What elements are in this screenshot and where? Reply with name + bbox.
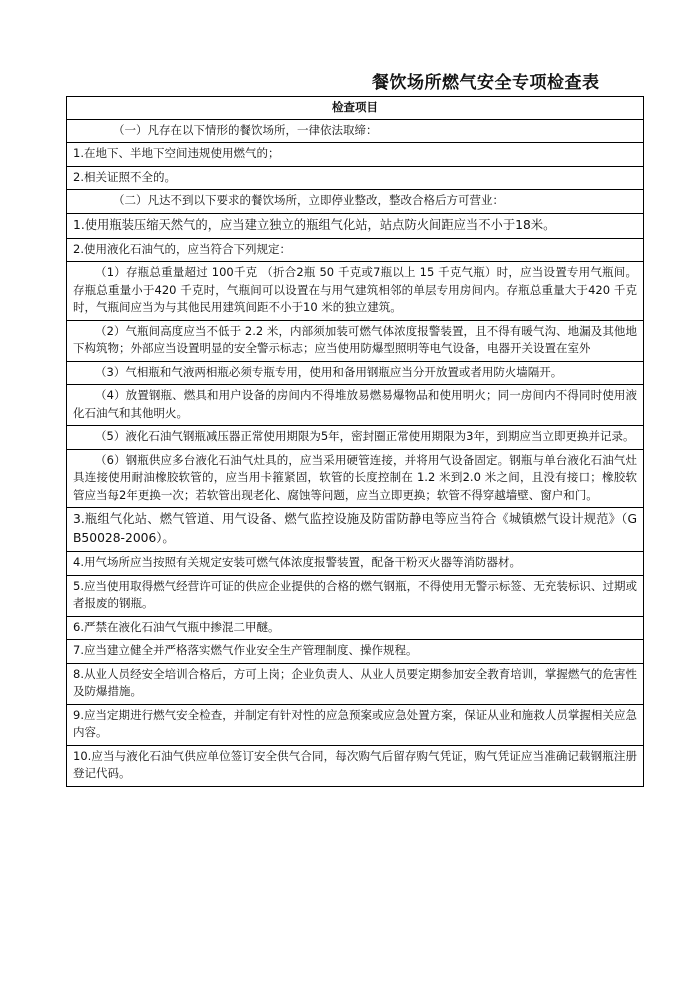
item-2-8: 8.从业人员经安全培训合格后，方可上岗；企业负责人、从业人员要定期参加安全教育培训，掌握燃气的危害性及防爆措施。 [67,663,644,704]
table-row [67,361,644,385]
subitem-2-2-3: （3）气相瓶和气液两相瓶必须专瓶专用，使用和备用钢瓶应当分开放置或者用防火墙隔开。 [67,361,644,385]
table-row [67,508,644,552]
table-row [67,143,644,167]
item-2-7: 7.应当建立健全并严格落实燃气作业安全生产管理制度、操作规程。 [67,640,644,664]
table-row [67,663,644,704]
table-row [67,745,644,786]
item-2-10: 10.应当与液化石油气供应单位签订安全供气合同，每次购气后留存购气凭证，购气凭证应当准确记载钢瓶注册登记代码。 [67,745,644,786]
item-2-4: 4.用气场所应当按照有关规定安装可燃气体浓度报警装置，配备干粉灭火器等消防器材。 [67,552,644,576]
table-row [67,385,644,426]
table-header: 检查项目 [67,97,644,120]
table-row [67,320,644,361]
table-header-row [67,97,644,120]
inspection-table [66,96,644,787]
table-row [67,426,644,450]
table-row [67,575,644,616]
table-row [67,449,644,508]
subitem-2-2-5: （5）液化石油气钢瓶减压器正常使用期限为5年，密封圈正常使用期限为3年，到期应当立即更换并记录。 [67,426,644,450]
table-row [67,640,644,664]
page-title: 餐饮场所燃气安全专项检查表 [372,73,600,93]
table-row [67,704,644,745]
subitem-2-2-4: （4）放置钢瓶、燃具和用户设备的房间内不得堆放易燃易爆物品和使用明火；同一房间内不得同时使用液化石油气和其他明火。 [67,385,644,426]
table-row [67,238,644,262]
item-2-2: 2.使用液化石油气的，应当符合下列规定： [67,238,644,262]
item-2-5: 5.应当使用取得燃气经营许可证的供应企业提供的合格的燃气钢瓶，不得使用无警示标签、无充装标识、过期或者报废的钢瓶。 [67,575,644,616]
item-2-1: 1.使用瓶装压缩天然气的，应当建立独立的瓶组气化站，站点防火间距应当不小于18米。 [67,213,644,238]
table-row [67,262,644,321]
item-2-6: 6.严禁在液化石油气气瓶中掺混二甲醚。 [67,616,644,640]
table-row [67,213,644,238]
item-1-1: 1.在地下、半地下空间违规使用燃气的； [67,143,644,167]
subitem-2-2-6: （6）钢瓶供应多台液化石油气灶具的，应当采用硬管连接，并将用气设备固定。钢瓶与单台液化石油气灶具连接使用耐油橡胶软管的，应当用卡箍紧固，软管的长度控制在 1.2 米到2.0 米之间，且没有接口；橡胶软管应当每2年更换一次；若软管出现老化、腐蚀等问题，应当立即更换；软管不得穿越墙壁、窗户和门。 [67,449,644,508]
item-1-2: 2.相关证照不全的。 [67,166,644,190]
table-row [67,616,644,640]
subitem-2-2-1: （1）存瓶总重量超过 100千克 （折合2瓶 50 千克或7瓶以上 15 千克气瓶）时，应当设置专用气瓶间。存瓶总重量小于420 千克时，气瓶间可以设置在与用气建筑相邻的单层专用房间内。存瓶总重量大于420 千克时，气瓶间应当为与其他民用建筑间距不小于10 米的独立建筑。 [67,262,644,321]
section-heading-2: （二）凡达不到以下要求的餐饮场所，立即停业整改，整改合格后方可营业： [67,190,644,214]
subitem-2-2-2: （2）气瓶间高度应当不低于 2.2 米，内部须加装可燃气体浓度报警装置，且不得有暖气沟、地漏及其他地下构筑物；外部应当设置明显的安全警示标志；应当使用防爆型照明等电气设备，电器开关设置在室外 [67,320,644,361]
item-2-9: 9.应当定期进行燃气安全检查，并制定有针对性的应急预案或应急处置方案，保证从业和施救人员掌握相关应急内容。 [67,704,644,745]
item-2-3: 3.瓶组气化站、燃气管道、用气设备、燃气监控设施及防雷防静电等应当符合《城镇燃气设计规范》（GB50028-2006）。 [67,508,644,552]
table-row [67,119,644,143]
table-row [67,190,644,214]
table-row [67,166,644,190]
table-row [67,552,644,576]
section-heading-1: （一）凡存在以下情形的餐饮场所，一律依法取缔： [67,119,644,143]
